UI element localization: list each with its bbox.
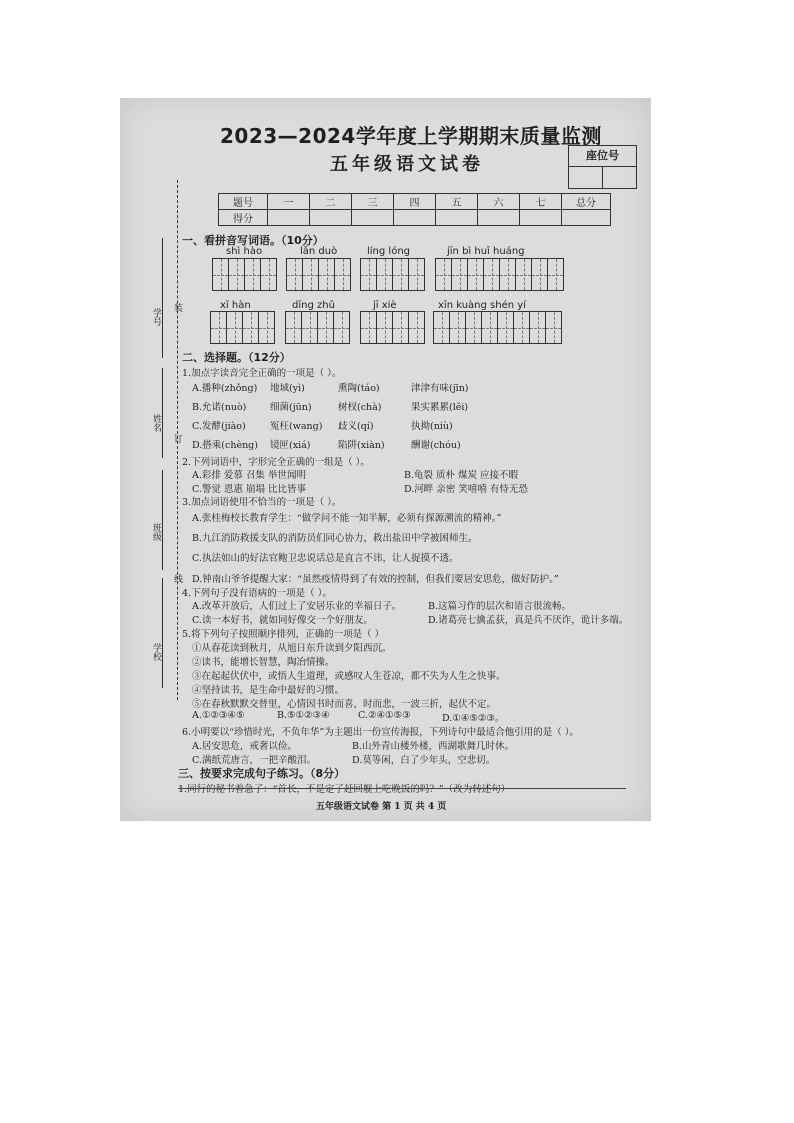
score-header-cell: 七 [520,194,562,210]
list-item: ①从春花读到秋月，从旭日东升读到夕阳西沉。 [192,643,392,654]
option-text: 树杈(chà) [338,402,382,413]
question-stem: 6.小明要以“珍惜时光，不负年华”为主题出一份宣传海报，下列诗句中最适合他引用的是（ ）。 [182,727,580,738]
writing-grid[interactable] [213,258,277,291]
option-text: 熏陶(táo) [338,383,380,394]
binding-mark-ding: 订 [172,434,182,443]
list-item: ⑤在春秋默默交替里，心情因书时而喜，时而悲，一波三折，起伏不定。 [192,699,497,710]
option-text: 陷阱(xiàn) [338,440,385,451]
option-text: A.播种(zhǒng) [192,383,258,394]
list-item: ③在起起伏伏中，或悟人生道理，或感叹人生苍凉，都不失为人生之快事。 [192,671,506,682]
option-text: A.①②③④⑤ [192,710,245,721]
score-header-cell: 总分 [562,194,611,210]
score-input-cell[interactable] [352,210,394,226]
exam-title: 2023—2024学年度上学期期末质量监测 [220,124,602,148]
list-item: ②读书，能增长智慧，陶冶情操。 [192,657,335,668]
section1-heading: 一、看拼音写词语。（10分） [182,234,324,247]
option-text: B.山外青山楼外楼，西湖歌舞几时休。 [352,741,515,752]
question-stem: 3.加点词语使用不恰当的一项是（ ）。 [182,497,342,508]
option-text: C.执法如山的好法官鲍卫忠说话总是直言不讳，让人捉摸不透。 [192,553,459,564]
score-table-score-row [219,210,611,226]
option-text: 歧义(qí) [338,421,374,432]
option-text: A.居安思危，戒奢以俭。 [192,741,297,752]
score-input-cell[interactable] [478,210,520,226]
question-stem: 4.下列句子没有语病的一项是（ ）。 [182,588,332,599]
writing-grid[interactable] [361,311,425,344]
option-text: B.允诺(nuò) [192,402,247,413]
option-text: 执拗(niù) [411,421,453,432]
pinyin-label: jī xiè [373,300,397,311]
option-text: 地域(yì) [270,383,305,394]
exam-paper [120,98,651,821]
school-line [162,578,163,688]
score-table-header-row [219,194,611,210]
score-header-cell: 六 [478,194,520,210]
option-text: 镜匣(xiá) [270,440,311,451]
option-text: B.龟裂 质朴 煤炭 应接不暇 [404,470,519,481]
option-text: A.改革开放后，人们过上了安居乐业的幸福日子。 [192,601,402,612]
option-text: C.读一本好书，就如同好像交一个好朋友。 [192,615,373,626]
option-text: C.警觉 恩惠 崩塌 比比皆事 [192,484,307,495]
option-text: B.九江消防救援支队的消防员们同心协力，救出盐田中学被困师生。 [192,533,478,544]
option-text: 酬谢(chóu) [411,440,461,451]
option-text: D.搭乘(chèng) [192,440,258,451]
option-text: 冤枉(wang) [270,421,323,432]
score-table [218,193,611,226]
score-header-cell: 三 [352,194,394,210]
pinyin-label: lǎn duò [300,246,338,257]
writing-grid[interactable] [287,258,351,291]
binding-mark-zhuang: 装 [172,303,182,312]
pinyin-label: xīn kuàng shén yí [438,300,526,311]
seat-number-label: 座位号 [569,146,636,167]
writing-grid[interactable] [436,258,564,291]
score-header-cell: 四 [394,194,436,210]
class-label: 班级 [151,523,161,541]
option-text: A.彩排 爱慕 召集 举世闻明 [192,470,306,481]
score-input-cell[interactable] [436,210,478,226]
option-text: 细菌(jūn) [270,402,312,413]
score-row-label: 得分 [219,210,268,226]
student-id-label: 学号 [151,308,161,326]
name-line [162,368,163,458]
score-input-cell[interactable] [268,210,310,226]
question-stem: 5.将下列句子按照顺序排列，正确的一项是（ ） [182,629,385,640]
seat-number-box [568,145,637,189]
option-text: C.满纸荒唐言，一把辛酸泪。 [192,755,316,766]
exam-subtitle: 五年级语文试卷 [330,154,484,175]
option-text: D.①④⑤②③。 [442,713,505,724]
section2-heading: 二、选择题。（12分） [182,351,291,364]
score-input-cell[interactable] [520,210,562,226]
name-label: 姓名 [151,414,161,432]
score-header-cell: 五 [436,194,478,210]
option-text: D.莫等闲，白了少年头，空悲切。 [352,755,496,766]
page-footer: 五年级语文试卷 第 1 页 共 4 页 [316,802,447,812]
pinyin-label: líng lóng [367,246,411,257]
answer-line[interactable] [178,788,626,789]
option-text: 果实累累(lěi) [411,402,469,413]
option-text: D.诸葛亮七擒孟获，真是兵不厌诈，诡计多端。 [428,615,629,626]
option-text: C.发酵(jiào) [192,421,246,432]
question-stem: 1.同行的秘书着急了：“首长，不是定了赶回舰上吃晚饭的吗？”（改为转述句） [178,784,511,795]
class-line [162,470,163,570]
score-header-cell: 二 [310,194,352,210]
writing-grid[interactable] [286,311,350,344]
pinyin-label: xī hàn [220,300,251,311]
score-header-cell: 一 [268,194,310,210]
score-input-cell[interactable] [310,210,352,226]
option-text: A.张桂梅校长教育学生：“做学问不能一知半解，必须有探源溯流的精神。” [192,513,502,524]
question-stem: 1.加点字读音完全正确的一项是（ ）。 [182,368,342,379]
writing-grid[interactable] [361,258,425,291]
option-text: D.钟南山爷爷提醒大家：“虽然疫情得到了有效的控制，但我们要居安思危，做好防护。” [192,574,559,585]
score-input-cell[interactable] [562,210,611,226]
pinyin-label: jīn bì huī huáng [447,246,525,257]
writing-grid[interactable] [434,311,562,344]
school-label: 学校 [151,643,161,661]
option-text: B.⑤①②③④ [277,710,330,721]
writing-grid[interactable] [211,311,275,344]
score-header-cell: 题号 [219,194,268,210]
question-stem: 2.下列词语中，字形完全正确的一组是（ ）。 [182,457,370,468]
student-id-line [162,238,163,358]
score-input-cell[interactable] [394,210,436,226]
pinyin-label: dīng zhǔ [292,300,335,311]
option-text: 津津有味(jīn) [411,383,469,394]
option-text: B.这篇习作的层次和语言很流畅。 [428,601,572,612]
pinyin-label: shì hào [226,246,263,257]
section3-heading: 三、按要求完成句子练习。（8分） [178,767,346,780]
list-item: ④坚持读书，是生命中最好的习惯。 [192,685,345,696]
binding-mark-xian: 线 [172,574,182,583]
option-text: C.②④①⑤③ [358,710,411,721]
option-text: D.河畔 亲密 笑嘻嘻 有恃无恐 [404,484,528,495]
